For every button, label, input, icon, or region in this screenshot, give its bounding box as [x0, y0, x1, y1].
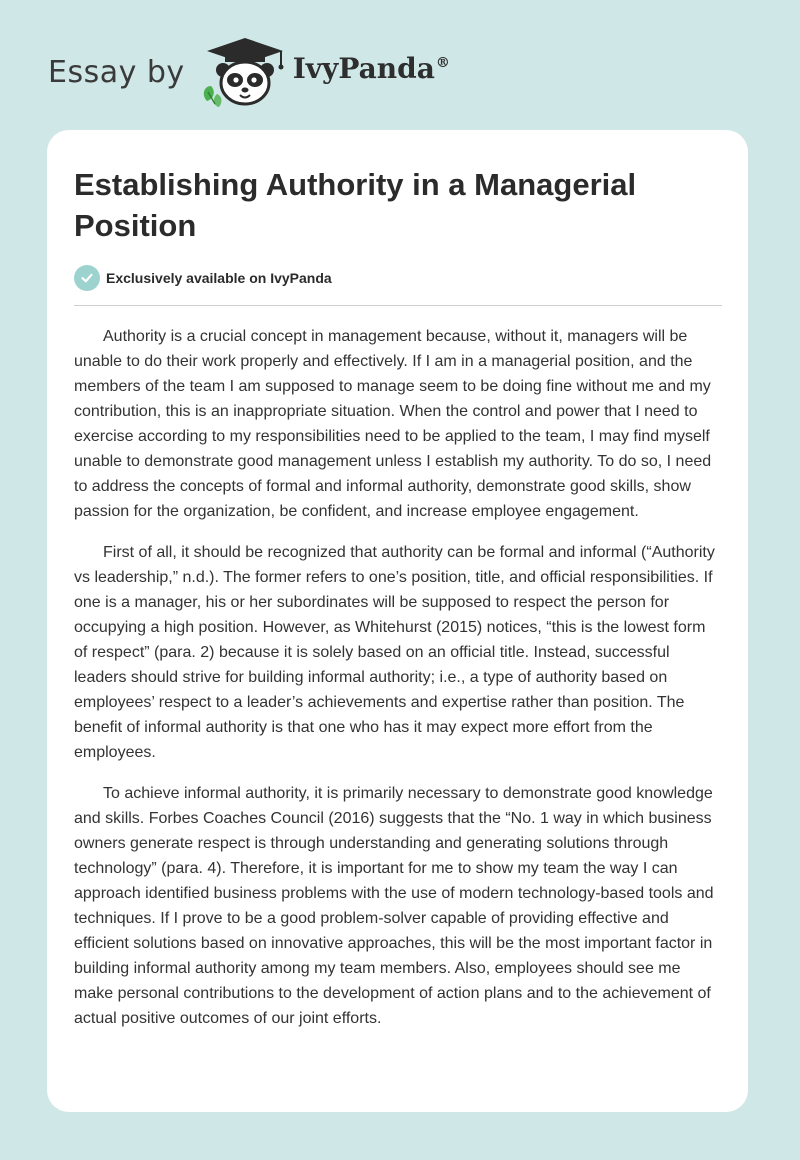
exclusive-badge — [74, 264, 722, 292]
essay-card — [47, 130, 748, 1112]
registered-mark: ® — [435, 55, 450, 72]
exclusive-badge-label: Exclusively available on IvyPanda — [106, 270, 332, 286]
essay-paragraph: Authority is a crucial concept in management because, without it, managers will be unable to do their work properly and effectively. If I am in a managerial position, and the members of the team I am supposed to manage seem to be doing fine without me and my contribution, this is an inappropriate situation. When the control and power that I need to exercise according to my responsibilities need to be applied to the team, I may find myself unable to demonstrate good management unless I establish my authority. To do so, I need to address the concepts of formal and informal authority, demonstrate good skills, show passion for the organization, be confident, and increase employee engagement. — [74, 328, 712, 520]
check-circle-icon — [74, 265, 100, 291]
site-header[interactable] — [48, 36, 450, 108]
essay-paragraph: To achieve informal authority, it is primarily necessary to demonstrate good knowledge and skills. Forbes Coaches Council (2016) suggests that the “No. 1 way in which business owners generate respect is through understanding and generating solutions through technology” (para. 4). Therefore, it is important for me to show my team the way I can approach identified business problems with the use of modern technology-based tools and techniques. If I prove to be a good problem-solver capable of providing effective and efficient solutions based on innovative approaches, this will be the most important factor in building informal authority among my team members. Also, employees should see me make personal contributions to the development of action plans and to the achievement of actual positive outcomes of our joint efforts. — [74, 785, 714, 1027]
essay-body — [74, 324, 722, 1031]
brand-name: IvyPanda® — [292, 51, 450, 85]
essay-by-label: Essay by — [48, 54, 185, 90]
essay-paragraph: First of all, it should be recognized that authority can be formal and informal (“Authority vs leadership,” n.d.). The former refers to one’s position, title, and official responsibilities. If one is a manager, his or her subordinates will be supposed to respect the person for occupying a high position. However, as Whitehurst (2015) notices, “this is the lowest form of respect” (para. 2) because it is solely based on an official title. Instead, successful leaders should strive for building informal authority; i.e., a type of authority based on employees’ respect to a leader’s achievements and expertise rather than position. The benefit of informal authority is that one who has it may expect more effort from the employees. — [74, 544, 715, 761]
divider — [74, 305, 722, 306]
panda-graduate-icon — [201, 36, 289, 108]
essay-title: Establishing Authority in a Managerial Position — [74, 167, 637, 243]
